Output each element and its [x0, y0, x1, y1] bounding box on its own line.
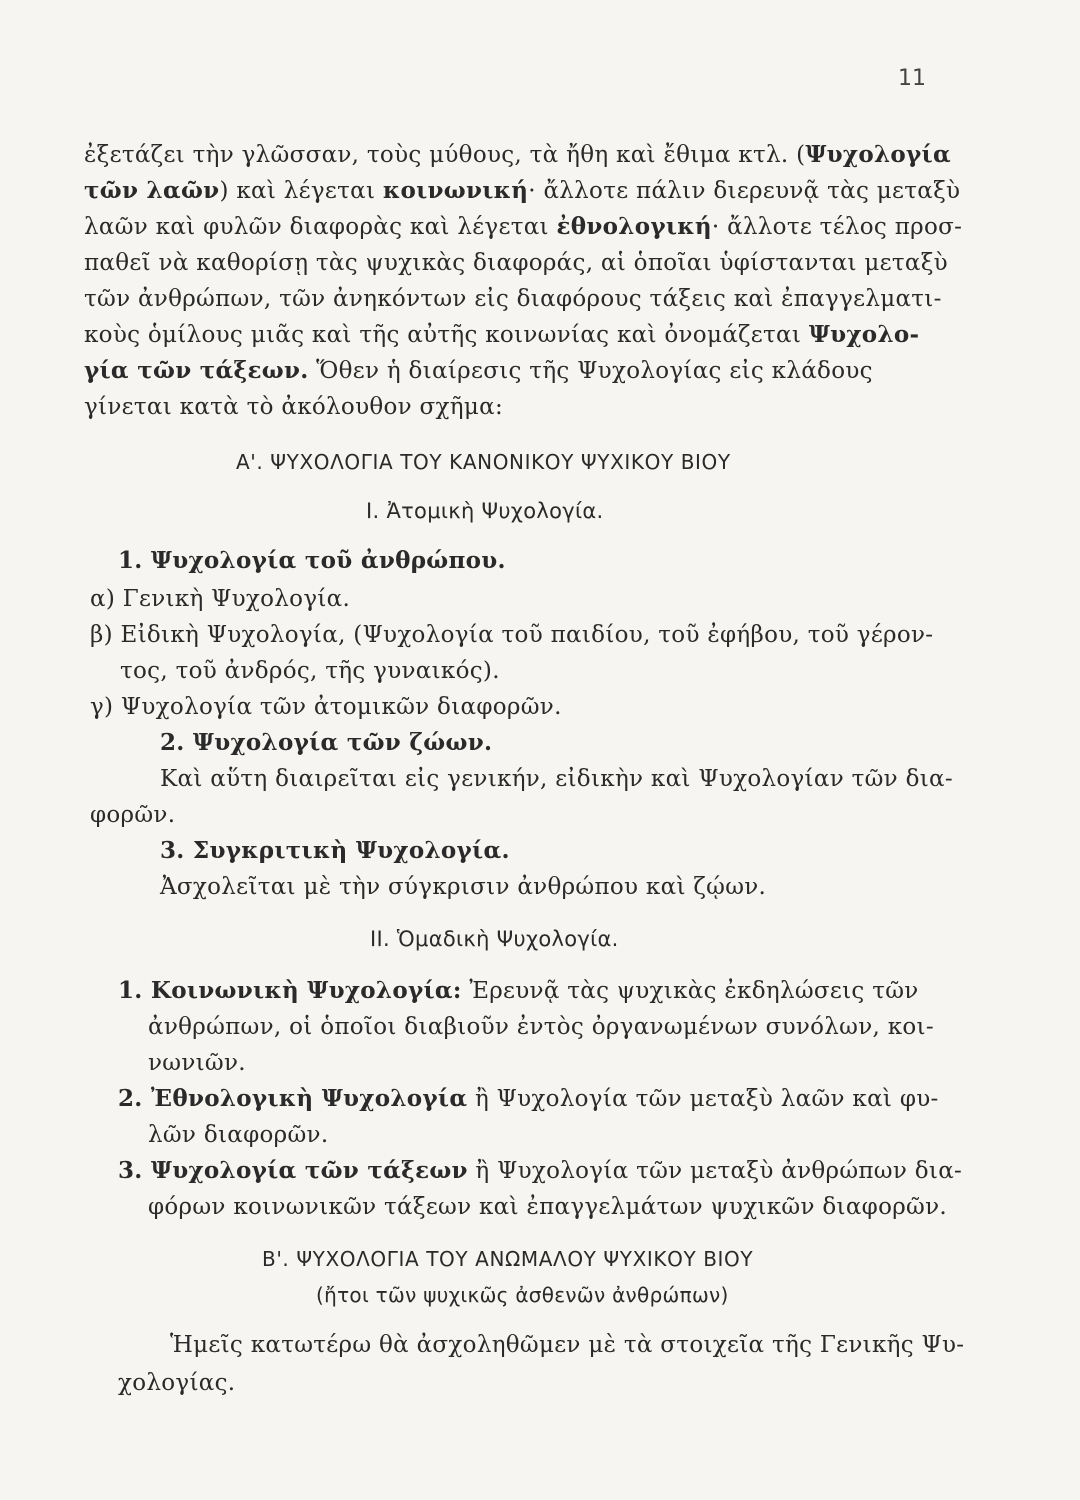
intro-line-6	[84, 320, 919, 350]
page-number: 11	[898, 66, 926, 91]
item-social-psychology-line-2: ἀνθρώπων, οἱ ὁποῖοι διαβιοῦν ἐντὸς ὀργανωμένων συνόλων, κοι-	[148, 1014, 934, 1040]
section-a-heading: Α'. ΨΥΧΟΛΟΓΙΑ ΤΟΥ ΚΑΝΟΝΙΚΟΥ ΨΥΧΙΚΟΥ ΒΙΟΥ	[236, 450, 731, 474]
intro-line-8: γίνεται κατὰ τὸ ἀκόλουθον σχῆμα:	[84, 394, 503, 420]
section-a-group-heading: ΙΙ. Ὁμαδικὴ Ψυχολογία.	[370, 927, 619, 951]
intro-text: ἐξετάζει τὴν γλῶσσαν, τοὺς μύθους, τὰ ἤθη καὶ ἔθιμα κτλ. (	[84, 142, 806, 168]
intro-line-5: τῶν ἀνθρώπων, τῶν ἀνηκόντων εἰς διαφόρους τάξεις καὶ ἐπαγγελματι-	[84, 286, 942, 312]
item-individual-differences: γ) Ψυχολογία τῶν ἀτομικῶν διαφορῶν.	[90, 694, 562, 720]
item-ethnological-psychology-line-2: λῶν διαφορῶν.	[148, 1122, 329, 1148]
animal-psychology-text-line-1: Καὶ αὕτη διαιρεῖται εἰς γενικήν, εἰδικὴν καὶ Ψυχολογίαν τῶν δια-	[160, 766, 953, 792]
item-ethnological-psychology-title: 2. Ἐθνολογικὴ Ψυχολογία	[118, 1085, 468, 1112]
item-social-psychology-text: Ἐρευνᾷ τὰς ψυχικὰς ἐκδηλώσεις τῶν	[461, 978, 919, 1004]
item-special-psychology-line-1: β) Εἰδικὴ Ψυχολογία, (Ψυχολογία τοῦ παιδίου, τοῦ ἐφήβου, τοῦ γέρον-	[90, 622, 934, 648]
intro-text: · ἄλλοτε τέλος προσ-	[711, 214, 963, 240]
item-class-psychology-line-1	[118, 1156, 962, 1186]
intro-text: Ὅθεν ἡ διαίρεσις τῆς Ψυχολογίας εἰς κλάδους	[308, 358, 873, 384]
intro-line-7	[84, 356, 873, 386]
intro-bold-term: Ψυχολογία	[805, 141, 951, 168]
item-social-psychology-line-3: νωνιῶν.	[148, 1050, 246, 1076]
intro-text: · ἄλλοτε πάλιν διερευνᾷ τὰς μεταξὺ	[528, 178, 961, 204]
section-a-individual-heading: Ι. Ἀτομικὴ Ψυχολογία.	[366, 499, 604, 523]
closing-line-1: Ἡμεῖς κατωτέρω θὰ ἀσχοληθῶμεν μὲ τὰ στοιχεῖα τῆς Γενικῆς Ψυ-	[170, 1332, 965, 1358]
section-b-heading: Β'. ΨΥΧΟΛΟΓΙΑ ΤΟΥ ΑΝΩΜΑΛΟΥ ΨΥΧΙΚΟΥ ΒΙΟΥ	[262, 1247, 754, 1271]
intro-line-4: παθεῖ νὰ καθορίσῃ τὰς ψυχικὰς διαφοράς, αἱ ὁποῖαι ὑφίστανται μεταξὺ	[84, 250, 948, 276]
intro-bold-term: τῶν λαῶν	[84, 177, 220, 204]
intro-bold-term: Ψυχολο-	[808, 321, 920, 348]
item-class-psychology-title: 3. Ψυχολογία τῶν τάξεων	[118, 1157, 468, 1184]
section-b-subtitle: (ἤτοι τῶν ψυχικῶς ἀσθενῶν ἀνθρώπων)	[316, 1283, 729, 1307]
item-ethnological-psychology-text: ἢ Ψυχολογία τῶν μεταξὺ λαῶν καὶ φυ-	[467, 1086, 939, 1112]
item-social-psychology-line-1	[118, 976, 919, 1006]
item-ethnological-psychology-line-1	[118, 1084, 939, 1114]
item-special-psychology-line-2: τος, τοῦ ἀνδρός, τῆς γυναικός).	[120, 658, 500, 684]
intro-bold-term: γία τῶν τάξεων.	[84, 357, 309, 384]
intro-text: κοὺς ὁμίλους μιᾶς καὶ τῆς αὐτῆς κοινωνίας καὶ ὀνομάζεται	[84, 322, 809, 348]
intro-bold-term: ἐθνολογική	[556, 213, 712, 240]
intro-text: λαῶν καὶ φυλῶν διαφορὰς καὶ λέγεται	[84, 214, 557, 240]
animal-psychology-text-line-2: φορῶν.	[90, 802, 176, 828]
intro-line-1	[84, 140, 951, 170]
comparative-psychology-text: Ἀσχολεῖται μὲ τὴν σύγκρισιν ἀνθρώπου καὶ ζῴων.	[160, 874, 767, 900]
item-class-psychology-line-2: φόρων κοινωνικῶν τάξεων καὶ ἐπαγγελμάτων ψυχικῶν διαφορῶν.	[148, 1194, 947, 1220]
intro-text: ) καὶ λέγεται	[219, 178, 383, 204]
item-comparative-psychology: 3. Συγκριτικὴ Ψυχολογία.	[160, 837, 510, 864]
item-human-psychology: 1. Ψυχολογία τοῦ ἀνθρώπου.	[118, 547, 506, 574]
item-class-psychology-text: ἢ Ψυχολογία τῶν μεταξὺ ἀνθρώπων δια-	[467, 1158, 963, 1184]
item-social-psychology-title: 1. Κοινωνικὴ Ψυχολογία:	[118, 977, 462, 1004]
intro-line-3	[84, 212, 962, 242]
item-general-psychology: α) Γενικὴ Ψυχολογία.	[90, 586, 351, 612]
intro-line-2	[84, 176, 960, 206]
intro-bold-term: κοινωνική	[382, 177, 529, 204]
item-animal-psychology: 2. Ψυχολογία τῶν ζώων.	[160, 729, 493, 756]
closing-line-2: χολογίας.	[118, 1370, 236, 1396]
